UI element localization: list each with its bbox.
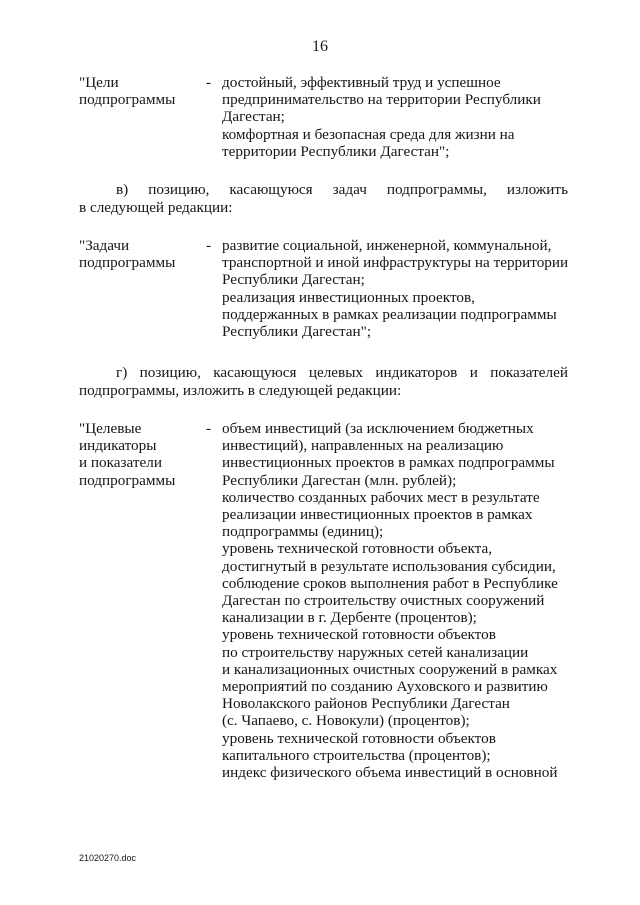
goals-label-line: "Цели (79, 74, 119, 91)
goals-value (222, 74, 582, 160)
paragraph-v-word: касающуюся (229, 181, 313, 198)
goals-label-line: подпрограммы (79, 91, 176, 109)
goals-label (79, 74, 199, 108)
indicators-line: количество созданных рабочих мест в результате (222, 488, 540, 506)
indicators-line: реализации инвестиционных проектов в рамках (222, 506, 533, 524)
tasks-label-line: "Задачи (79, 237, 130, 254)
paragraph-g-word: индикаторов (375, 364, 458, 381)
tasks-line: поддержанных в рамках реализации подпрограммы (222, 305, 557, 323)
paragraph-v-word: изложить (506, 181, 568, 198)
paragraph-v-first-line (79, 181, 568, 199)
paragraph-g-word: позицию, (139, 364, 201, 381)
paragraph-g-word: касающуюся (213, 364, 297, 381)
goals-line: комфортная и безопасная среда для жизни на (222, 125, 515, 143)
indicators-line: (с. Чапаево, с. Новокули) (процентов); (222, 712, 470, 730)
tasks-label-line: подпрограммы (79, 254, 176, 272)
indicators-line: инвестиций), направленных на реализацию (222, 437, 504, 455)
paragraph-v-word: позицию, (148, 181, 210, 198)
indicators-line: Новолакского районов Республики Дагестан (222, 695, 510, 713)
goals-line: предпринимательство на территории Республики (222, 91, 541, 109)
indicators-dash: - (206, 420, 212, 437)
indicators-line: канализации в г. Дербенте (процентов); (222, 609, 477, 627)
tasks-line: Республики Дагестан"; (222, 323, 372, 341)
goals-line: Дагестан; (222, 108, 285, 126)
paragraph-g-second-line: подпрограммы, изложить в следующей редакции: (79, 382, 402, 399)
document-footer-filename: 21020270.doc (79, 853, 137, 863)
indicators-line: индекс физического объема инвестиций в основной (222, 764, 558, 782)
paragraph-g-word: целевых (308, 364, 364, 381)
indicators-line: Дагестан по строительству очистных сооружений (222, 592, 545, 610)
indicators-line: и канализационных очистных сооружений в рамках (222, 660, 558, 678)
indicators-label (79, 420, 199, 489)
paragraph-v-word: задач (332, 181, 367, 198)
indicators-label-line: подпрограммы (79, 471, 176, 489)
indicators-line: по строительству наружных сетей канализации (222, 643, 529, 661)
goals-dash: - (206, 74, 212, 91)
indicators-label-line: и показатели (79, 454, 162, 472)
indicators-line: соблюдение сроков выполнения работ в Республике (222, 574, 558, 592)
indicators-line: капитального строительства (процентов); (222, 746, 491, 764)
goals-line: территории Республики Дагестан"; (222, 142, 450, 160)
paragraph-v-second-line: в следующей редакции: (79, 199, 233, 216)
tasks-value (222, 237, 582, 340)
indicators-label-line: "Целевые (79, 420, 142, 437)
indicators-value (222, 420, 582, 781)
paragraph-g-word: показателей (490, 364, 568, 381)
indicators-label-line: индикаторы (79, 437, 157, 455)
tasks-line: развитие социальной, инженерной, коммунальной, (222, 237, 552, 254)
paragraph-g-word: и (469, 364, 478, 381)
paragraph-v (79, 181, 568, 217)
paragraph-g-word: г) (116, 364, 128, 381)
tasks-label (79, 237, 199, 271)
paragraph-v-word: в) (116, 181, 129, 198)
indicators-line: Республики Дагестан (млн. рублей); (222, 471, 457, 489)
indicators-line: уровень технической готовности объектов (222, 626, 496, 644)
paragraph-g-first-line (79, 364, 568, 382)
paragraph-v-word: подпрограммы, (386, 181, 487, 198)
tasks-dash: - (206, 237, 212, 254)
indicators-line: достигнутый в результате использования субсидии, (222, 557, 556, 575)
indicators-line: подпрограммы (единиц); (222, 523, 384, 541)
indicators-line: мероприятий по созданию Ауховского и развитию (222, 678, 548, 696)
indicators-line: уровень технической готовности объектов (222, 729, 496, 747)
tasks-line: реализация инвестиционных проектов, (222, 288, 475, 306)
indicators-line: объем инвестиций (за исключением бюджетных (222, 420, 534, 437)
indicators-line: инвестиционных проектов в рамках подпрограммы (222, 454, 555, 472)
tasks-line: транспортной и иной инфраструктуры на территории (222, 254, 569, 272)
goals-line: достойный, эффективный труд и успешное (222, 74, 501, 91)
indicators-line: уровень технической готовности объекта, (222, 540, 493, 558)
page-number: 16 (312, 38, 328, 55)
tasks-line: Республики Дагестан; (222, 271, 365, 289)
paragraph-g (79, 364, 568, 400)
